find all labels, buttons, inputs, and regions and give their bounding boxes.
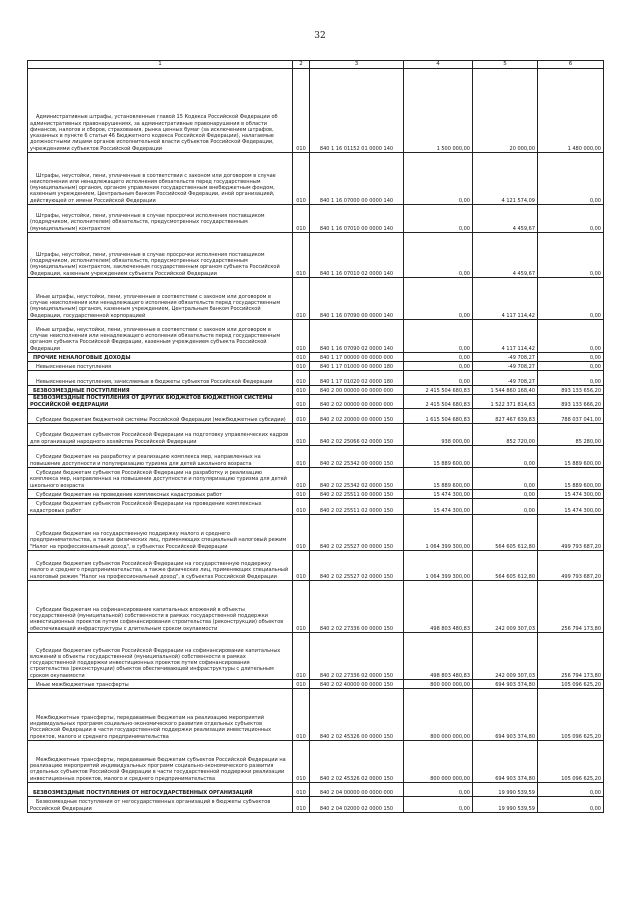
row-name-cell	[28, 783, 293, 797]
row-approved-cell: 938 000,00	[404, 424, 473, 446]
row-approved-cell: 2 415 504 680,83	[404, 386, 473, 395]
row-name-cell	[28, 797, 293, 813]
row-name-cell	[28, 409, 293, 424]
row-budget-code-cell: 840 1 16 07010 00 0000 140	[310, 205, 404, 233]
row-name-text: Штрафы, неустойки, пени, уплаченные в соответствии с законом или договором в случае неисполнения или ненадлежащего исполнения обязательств перед государственным (муниципальным) органом, органом управления государственным внебюджетным фондом, казенным учреждением, Центральным банком Российской Федерации, иной организацией, действующей от имени Российской Федерации	[30, 172, 276, 204]
row-approved-cell: 0,00	[404, 797, 473, 813]
row-name-text: ПРОЧИЕ НЕНАЛОГОВЫЕ ДОХОДЫ	[33, 354, 131, 361]
row-name-cell	[28, 205, 293, 233]
row-name-text: Субсидии бюджетам субъектов Российской Федерации на государственную поддержку малого и среднего предпринимательства, а также физических лиц, применяющих специальный налоговый режим "Налог на профессиональный доход", в субъектах Российской Федерации	[30, 561, 289, 580]
row-line-code-cell: 010	[293, 797, 310, 813]
table-row	[28, 278, 604, 320]
row-executed-cell: 20 000,00	[473, 69, 538, 153]
column-header: 5	[473, 61, 538, 69]
table-row	[28, 680, 604, 689]
row-unexecuted-cell: 893 133 666,20	[538, 395, 604, 409]
row-line-code-cell: 010	[293, 362, 310, 371]
row-name-cell	[28, 386, 293, 395]
table-row	[28, 69, 604, 153]
row-budget-code-cell: 840 2 02 45326 02 0000 150	[310, 741, 404, 783]
table-row	[28, 468, 604, 490]
row-name-text: БЕЗВОЗМЕЗДНЫЕ ПОСТУПЛЕНИЯ ОТ НЕГОСУДАРСТВЕННЫХ ОРГАНИЗАЦИЙ	[33, 789, 253, 796]
row-unexecuted-cell: 105 096 625,20	[538, 689, 604, 741]
row-approved-cell: 15 474 300,00	[404, 490, 473, 499]
row-approved-cell: 15 474 300,00	[404, 499, 473, 515]
row-unexecuted-cell: 0,00	[538, 371, 604, 386]
row-name-cell	[28, 320, 293, 353]
row-name-text: Иные штрафы, неустойки, пени, уплаченные в соответствии с законом или договором в случае неисполнения или ненадлежащего исполнения обязательств перед государственным органом субъекта Российской Федерации, казенным учреждением субъекта Российской Федерации	[30, 326, 281, 352]
row-approved-cell: 1 500 000,00	[404, 69, 473, 153]
row-unexecuted-cell: 85 280,00	[538, 424, 604, 446]
row-executed-cell: 0,00	[473, 468, 538, 490]
row-line-code-cell: 010	[293, 633, 310, 680]
row-executed-cell: 0,00	[473, 446, 538, 468]
row-executed-cell: -49 708,27	[473, 371, 538, 386]
table-body	[28, 61, 604, 813]
row-name-text: Субсидии бюджетам на софинансирование капитальных вложений в объекты государственной (муниципальной) собственности в рамках государственной поддержки инвестиционных проектов путем софинансирования строительства (реконструкции) объектов обеспечивающей инфраструктуры с длительным сроком окупаемости	[30, 606, 284, 632]
row-executed-cell: 4 459,67	[473, 233, 538, 278]
row-budget-code-cell: 840 2 02 45326 00 0000 150	[310, 689, 404, 741]
table-row	[28, 633, 604, 680]
row-name-text: Штрафы, неустойки, пени, уплаченные в случае просрочки исполнения поставщиком (подрядчиком, исполнителем) обязательств, предусмотренных государственным (муниципальным) контрактом, заключенным государственным органом субъекта Российской Федерации, казенным учреждением субъекта Российской Федерации	[30, 251, 280, 277]
row-line-code-cell: 010	[293, 515, 310, 551]
row-budget-code-cell: 840 2 02 25511 00 0000 150	[310, 490, 404, 499]
row-approved-cell: 0,00	[404, 371, 473, 386]
row-name-cell	[28, 69, 293, 153]
row-budget-code-cell: 840 2 02 25342 00 0000 150	[310, 446, 404, 468]
row-name-text: Межбюджетные трансферты, передаваемые бюджетам субъектов Российской Федерации на реализацию мероприятий индивидуальных программ социально-экономического развития отдельных субъектов Российской Федерации в части государственной поддержки реализации инвестиционных проектов, малого и среднего предпринимательства	[30, 756, 286, 782]
row-budget-code-cell: 840 2 02 25527 00 0000 150	[310, 515, 404, 551]
table-row	[28, 233, 604, 278]
row-name-text: Субсидии бюджетам на проведение комплексных кадастровых работ	[36, 491, 223, 498]
row-name-cell	[28, 278, 293, 320]
row-executed-cell: 827 467 639,83	[473, 409, 538, 424]
row-executed-cell: 0,00	[473, 499, 538, 515]
row-name-text: Невыясненные поступления	[36, 363, 111, 370]
row-line-code-cell: 010	[293, 386, 310, 395]
row-name-cell	[28, 689, 293, 741]
row-budget-code-cell: 840 2 02 27336 00 0000 150	[310, 581, 404, 633]
row-unexecuted-cell: 0,00	[538, 797, 604, 813]
row-line-code-cell: 010	[293, 153, 310, 205]
row-name-cell	[28, 680, 293, 689]
row-executed-cell: -49 708,27	[473, 362, 538, 371]
row-name-text: Субсидии бюджетам на разработку и реализацию комплекса мер, направленных на повышение доступности и популяризацию туризма для детей школьного возраста	[30, 454, 261, 467]
row-approved-cell: 800 000 000,00	[404, 680, 473, 689]
table-row	[28, 783, 604, 797]
table-row	[28, 320, 604, 353]
row-approved-cell: 0,00	[404, 278, 473, 320]
row-name-text: Штрафы, неустойки, пени, уплаченные в случае просрочки исполнения поставщиком (подрядчиком, исполнителем) обязательств, предусмотренных государственным (муниципальным) контрактом	[30, 213, 265, 232]
row-executed-cell: 242 009 307,03	[473, 633, 538, 680]
row-executed-cell: 4 459,67	[473, 205, 538, 233]
row-budget-code-cell: 840 2 04 00000 00 0000 000	[310, 783, 404, 797]
row-line-code-cell: 010	[293, 741, 310, 783]
row-budget-code-cell: 840 1 16 07090 02 0000 140	[310, 320, 404, 353]
column-header: 1	[28, 61, 293, 69]
row-approved-cell: 0,00	[404, 783, 473, 797]
row-approved-cell: 0,00	[404, 362, 473, 371]
table-row	[28, 205, 604, 233]
row-name-text: БЕЗВОЗМЕЗДНЫЕ ПОСТУПЛЕНИЯ ОТ ДРУГИХ БЮДЖЕТОВ БЮДЖЕТНОЙ СИСТЕМЫ РОССИЙСКОЙ ФЕДЕРАЦИИ	[30, 395, 273, 408]
row-name-text: Субсидии бюджетам субъектов Российской Федерации на разработку и реализацию комплекса мер, направленных на повышение доступности и популяризацию туризма для детей школьного возраста	[30, 470, 287, 489]
table-row	[28, 395, 604, 409]
row-name-cell	[28, 395, 293, 409]
row-budget-code-cell: 840 2 02 25342 02 0000 150	[310, 468, 404, 490]
row-name-cell	[28, 581, 293, 633]
row-executed-cell: -49 708,27	[473, 353, 538, 362]
row-line-code-cell: 010	[293, 69, 310, 153]
row-name-text: Административные штрафы, установленные главой 15 Кодекса Российской Федерации об административных правонарушениях, за административные правонарушения в области финансов, налогов и сборов, страхования, рынка ценных бумаг (за исключением штрафов, указанных в пункте 6 статьи 46 Бюджетного кодекса Российской Федерации), налагаемые должностными лицами органов исполнительной власти субъектов Российской Федерации, учреждениями субъектов Российской Федерации	[30, 114, 278, 152]
row-unexecuted-cell: 1 480 000,00	[538, 69, 604, 153]
row-name-text: БЕЗВОЗМЕЗДНЫЕ ПОСТУПЛЕНИЯ	[33, 387, 130, 394]
row-budget-code-cell: 840 2 00 00000 00 0000 000	[310, 386, 404, 395]
row-line-code-cell: 010	[293, 320, 310, 353]
row-executed-cell: 19 990 539,59	[473, 797, 538, 813]
row-unexecuted-cell: 0,00	[538, 353, 604, 362]
row-budget-code-cell: 840 2 04 02000 02 0000 150	[310, 797, 404, 813]
row-line-code-cell: 010	[293, 689, 310, 741]
row-name-cell	[28, 424, 293, 446]
row-approved-cell: 498 803 480,83	[404, 581, 473, 633]
row-unexecuted-cell: 15 474 300,00	[538, 490, 604, 499]
row-budget-code-cell: 840 1 17 01000 00 0000 180	[310, 362, 404, 371]
table-row	[28, 689, 604, 741]
row-name-cell	[28, 371, 293, 386]
row-executed-cell: 1 522 371 814,63	[473, 395, 538, 409]
row-approved-cell: 1 615 504 680,83	[404, 409, 473, 424]
row-name-text: Субсидии бюджетам субъектов Российской Федерации на подготовку управленческих кадров для организаций народного хозяйства Российской Федерации	[30, 432, 289, 445]
row-name-cell	[28, 353, 293, 362]
row-unexecuted-cell: 0,00	[538, 205, 604, 233]
row-executed-cell: 4 117 114,42	[473, 320, 538, 353]
row-line-code-cell: 010	[293, 680, 310, 689]
row-budget-code-cell: 840 2 02 25511 02 0000 150	[310, 499, 404, 515]
page-number: 32	[314, 31, 326, 41]
row-budget-code-cell: 840 1 16 07090 00 0000 140	[310, 278, 404, 320]
row-name-cell	[28, 468, 293, 490]
row-budget-code-cell: 840 2 02 00000 00 0000 000	[310, 395, 404, 409]
row-line-code-cell: 010	[293, 490, 310, 499]
row-name-cell	[28, 153, 293, 205]
row-name-text: Иные штрафы, неустойки, пени, уплаченные в соответствии с законом или договором в случае неисполнения или ненадлежащего исполнения обязательств перед государственным (муниципальным) органом, казенным учреждением, Центральным банком Российской Федерации, государственной корпорацией	[30, 293, 281, 319]
table-row	[28, 741, 604, 783]
row-name-text: Межбюджетные трансферты, передаваемые бюджетам на реализацию мероприятий индивидуальных программ социально-экономического развития отдельных субъектов Российской Федерации в части государственной поддержки реализации инвестиционных проектов, малого и среднего предпринимательства	[30, 714, 272, 740]
row-name-cell	[28, 362, 293, 371]
row-approved-cell: 0,00	[404, 153, 473, 205]
budget-revenue-table	[27, 60, 604, 813]
row-line-code-cell: 010	[293, 353, 310, 362]
row-executed-cell: 694 903 374,80	[473, 689, 538, 741]
column-header: 3	[310, 61, 404, 69]
row-name-cell	[28, 233, 293, 278]
table-row	[28, 490, 604, 499]
row-name-text: Безвозмездные поступления от негосударственных организаций в бюджеты субъектов Российской Федерации	[30, 799, 271, 812]
row-unexecuted-cell: 15 474 300,00	[538, 499, 604, 515]
table-row	[28, 515, 604, 551]
table-row	[28, 424, 604, 446]
row-name-cell	[28, 490, 293, 499]
table-row	[28, 499, 604, 515]
column-header: 6	[538, 61, 604, 69]
column-header: 4	[404, 61, 473, 69]
row-name-text: Субсидии бюджетам на государственную поддержку малого и среднего предпринимательства, а также физических лиц, применяющих специальный налоговый режим "Налог на профессиональный доход", в субъектах Российской Федерации	[30, 531, 287, 550]
row-approved-cell: 0,00	[404, 320, 473, 353]
table-row	[28, 371, 604, 386]
row-executed-cell: 1 544 860 168,40	[473, 386, 538, 395]
row-unexecuted-cell: 15 889 600,00	[538, 468, 604, 490]
row-unexecuted-cell: 893 133 656,20	[538, 386, 604, 395]
row-approved-cell: 15 889 600,00	[404, 446, 473, 468]
row-name-text: Субсидии бюджетам бюджетной системы Российской Федерации (межбюджетные субсидии)	[36, 416, 286, 423]
row-name-text: Невыясненные поступления, зачисляемые в бюджеты субъектов Российской Федерации	[36, 378, 273, 385]
row-unexecuted-cell: 256 794 173,80	[538, 633, 604, 680]
row-line-code-cell: 010	[293, 499, 310, 515]
row-approved-cell: 0,00	[404, 353, 473, 362]
row-executed-cell: 694 903 374,80	[473, 680, 538, 689]
row-name-cell	[28, 551, 293, 581]
row-executed-cell: 4 121 574,09	[473, 153, 538, 205]
row-line-code-cell: 010	[293, 468, 310, 490]
table-header-row	[28, 61, 604, 69]
table-row	[28, 386, 604, 395]
row-line-code-cell: 010	[293, 446, 310, 468]
row-executed-cell: 242 009 307,03	[473, 581, 538, 633]
row-line-code-cell: 010	[293, 581, 310, 633]
row-approved-cell: 1 064 399 300,00	[404, 515, 473, 551]
row-unexecuted-cell: 105 096 625,20	[538, 741, 604, 783]
row-line-code-cell: 010	[293, 424, 310, 446]
row-executed-cell: 4 117 114,42	[473, 278, 538, 320]
row-unexecuted-cell: 0,00	[538, 783, 604, 797]
table-row	[28, 153, 604, 205]
row-unexecuted-cell: 499 793 687,20	[538, 551, 604, 581]
row-budget-code-cell: 840 2 02 20000 00 0000 150	[310, 409, 404, 424]
row-unexecuted-cell: 256 794 173,80	[538, 581, 604, 633]
table-row	[28, 353, 604, 362]
row-approved-cell: 15 889 600,00	[404, 468, 473, 490]
row-line-code-cell: 010	[293, 783, 310, 797]
row-name-text: Субсидии бюджетам субъектов Российской Федерации на софинансирование капитальных вложений в объекты государственной (муниципальной) собственности в рамках государственной поддержки инвестиционных проектов путем софинансирования строительства (реконструкции) объектов обеспечивающей инфраструктуры с длительным сроком окупаемости	[30, 647, 281, 679]
row-approved-cell: 800 000 000,00	[404, 689, 473, 741]
row-line-code-cell: 010	[293, 551, 310, 581]
row-name-text: Субсидии бюджетам субъектов Российской Федерации на проведение комплексных кадастровых работ	[30, 501, 262, 514]
row-unexecuted-cell: 788 037 041,00	[538, 409, 604, 424]
row-unexecuted-cell: 0,00	[538, 278, 604, 320]
row-name-cell	[28, 633, 293, 680]
row-executed-cell: 0,00	[473, 490, 538, 499]
row-line-code-cell: 010	[293, 371, 310, 386]
table-row	[28, 446, 604, 468]
row-approved-cell: 1 064 399 300,00	[404, 551, 473, 581]
row-line-code-cell: 010	[293, 409, 310, 424]
row-approved-cell: 2 415 504 680,83	[404, 395, 473, 409]
row-approved-cell: 498 803 480,83	[404, 633, 473, 680]
row-name-cell	[28, 515, 293, 551]
row-budget-code-cell: 840 2 02 25527 02 0000 150	[310, 551, 404, 581]
row-approved-cell: 0,00	[404, 233, 473, 278]
row-name-text: Иные межбюджетные трансферты	[36, 681, 129, 688]
row-budget-code-cell: 840 1 17 01020 02 0000 180	[310, 371, 404, 386]
row-budget-code-cell: 840 1 17 00000 00 0000 000	[310, 353, 404, 362]
row-unexecuted-cell: 0,00	[538, 233, 604, 278]
row-name-cell	[28, 741, 293, 783]
row-unexecuted-cell: 499 793 687,20	[538, 515, 604, 551]
row-approved-cell: 0,00	[404, 205, 473, 233]
row-line-code-cell: 010	[293, 395, 310, 409]
row-budget-code-cell: 840 2 02 25066 02 0000 150	[310, 424, 404, 446]
row-line-code-cell: 010	[293, 233, 310, 278]
row-line-code-cell: 010	[293, 205, 310, 233]
table-row	[28, 581, 604, 633]
row-executed-cell: 19 990 539,59	[473, 783, 538, 797]
row-line-code-cell: 010	[293, 278, 310, 320]
row-executed-cell: 564 605 612,80	[473, 515, 538, 551]
row-budget-code-cell: 840 2 02 40000 00 0000 150	[310, 680, 404, 689]
row-executed-cell: 564 605 612,80	[473, 551, 538, 581]
table-row	[28, 551, 604, 581]
table-row	[28, 362, 604, 371]
row-unexecuted-cell: 0,00	[538, 362, 604, 371]
table-row	[28, 409, 604, 424]
row-budget-code-cell: 840 1 16 07000 00 0000 140	[310, 153, 404, 205]
row-approved-cell: 800 000 000,00	[404, 741, 473, 783]
row-executed-cell: 852 720,00	[473, 424, 538, 446]
row-budget-code-cell: 840 2 02 27336 02 0000 150	[310, 633, 404, 680]
row-budget-code-cell: 840 1 16 01152 01 0000 140	[310, 69, 404, 153]
row-name-cell	[28, 499, 293, 515]
table-row	[28, 797, 604, 813]
row-unexecuted-cell: 0,00	[538, 153, 604, 205]
column-header: 2	[293, 61, 310, 69]
row-executed-cell: 694 903 374,80	[473, 741, 538, 783]
row-unexecuted-cell: 0,00	[538, 320, 604, 353]
row-unexecuted-cell: 15 889 600,00	[538, 446, 604, 468]
row-unexecuted-cell: 105 096 625,20	[538, 680, 604, 689]
row-budget-code-cell: 840 1 16 07010 02 0000 140	[310, 233, 404, 278]
row-name-cell	[28, 446, 293, 468]
